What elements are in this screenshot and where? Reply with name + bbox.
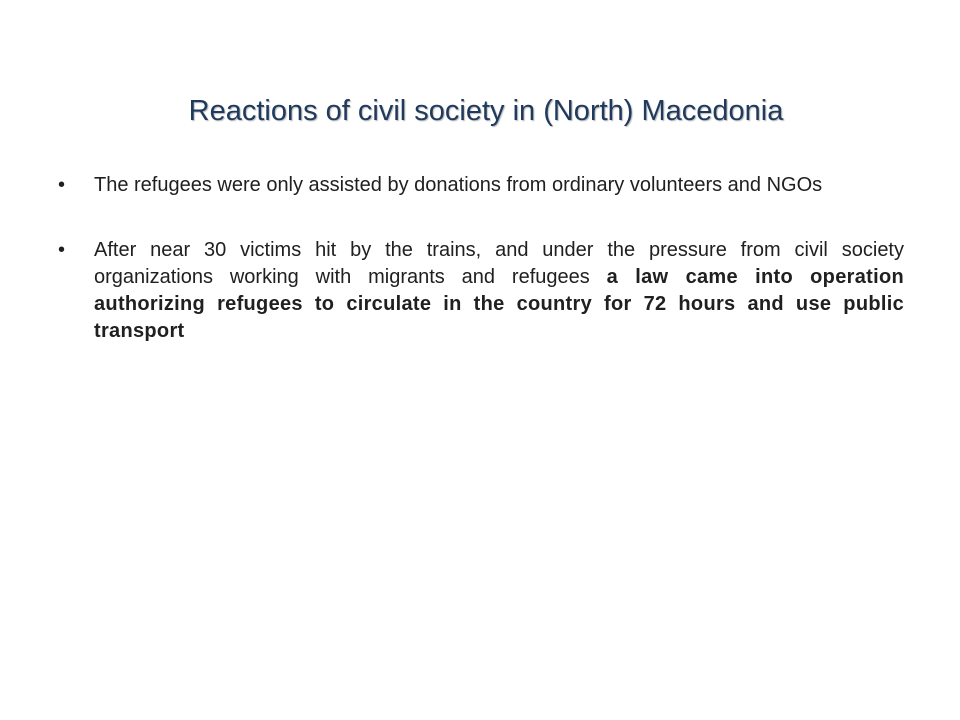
bullet-item-donations: [58, 172, 904, 199]
bullet-text: The refugees were only assisted by donations from ordinary volunteers and NGOs: [94, 174, 823, 196]
bullet-point-icon: •: [58, 239, 66, 261]
bullet-emphasis-text: a law came into operation authorizing refugees to circulate in the country for 72 hours and use public transport: [94, 266, 904, 342]
slide-title: Reactions of civil society in (North) Macedonia: [188, 95, 784, 127]
bullet-point-icon: •: [58, 174, 66, 196]
bullet-item-law: [58, 237, 904, 345]
bullet-list: [58, 172, 904, 345]
bullet-text: After near 30 victims hit by the trains, and under the pressure from civil society organizations working with migrants and refugees: [94, 239, 904, 288]
